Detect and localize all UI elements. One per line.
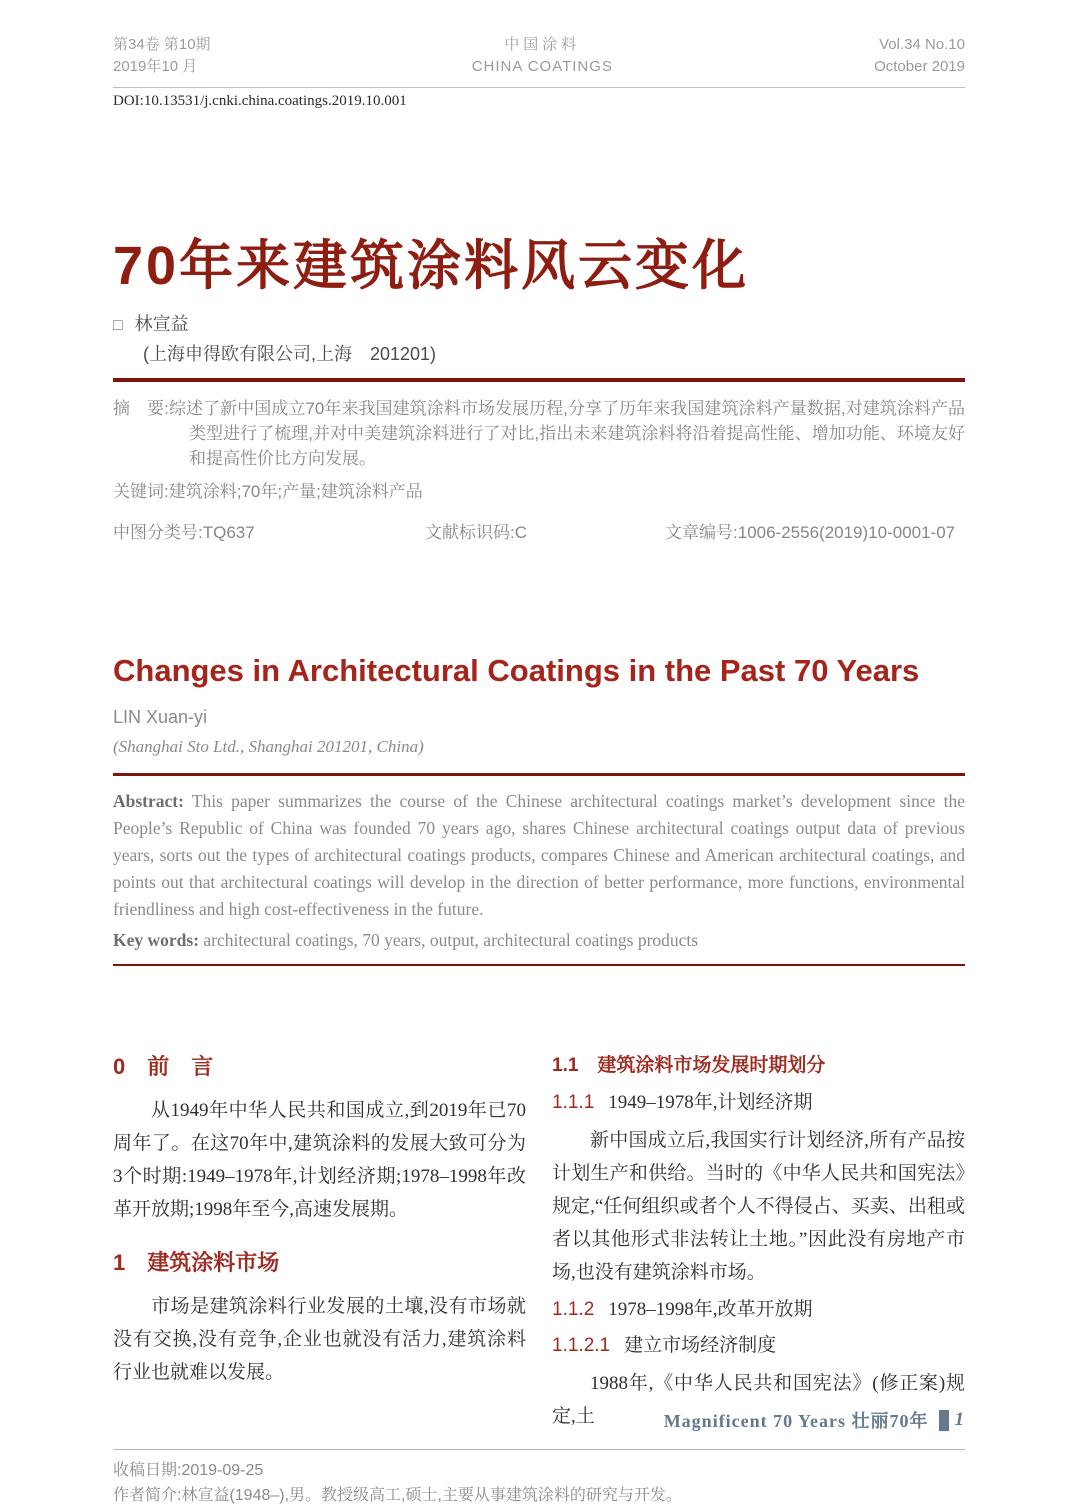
- paragraph-intro: 从1949年中华人民共和国成立,到2019年已70周年了。在这70年中,建筑涂料的发展大致可分为3个时期:1949–1978年,计划经济期;1978–1998年改革开放期;1998年至今,高速发展期。: [113, 1100, 526, 1220]
- article-id-value: 1006-2556(2019)10-0001-07: [737, 523, 956, 542]
- heading-text: 建立市场经济制度: [624, 1335, 777, 1356]
- footnote: [113, 1449, 965, 1508]
- article-id-label: 文章编号:: [665, 523, 738, 542]
- page-number-bar-icon: [939, 1410, 949, 1431]
- keywords-en: [113, 927, 965, 954]
- keywords-cn-text: 建筑涂料;70年;产量;建筑涂料产品: [168, 482, 423, 501]
- author-row: [113, 312, 965, 338]
- keywords-en-text: architectural coatings, 70 years, output, architectural coatings products: [199, 930, 699, 950]
- affiliation-en: (Shanghai Sto Ltd., Shanghai 201201, China): [113, 737, 424, 756]
- received-date: 收稿日期:2019-09-25: [113, 1462, 264, 1479]
- doi-line: DOI:10.13531/j.cnki.china.coatings.2019.10.001: [113, 93, 407, 109]
- doc-code: [425, 520, 665, 545]
- right-column: [552, 1052, 965, 1433]
- heading-text: 1978–1998年,改革开放期: [608, 1299, 813, 1320]
- classification-row: [113, 520, 965, 545]
- article-id: [665, 520, 965, 545]
- journal-header: [113, 34, 965, 78]
- abstract-cn-label: 摘 要:: [113, 399, 169, 418]
- paragraph-1-1-1: 新中国成立后,我国实行计划经济,所有产品按计划生产和供给。当时的《中华人民共和国宪法》规定,“任何组织或者个人不得侵占、买卖、出租或者以其他形式非法转让土地。”因此没有房地产市场,也没有建筑涂料市场。: [552, 1130, 965, 1283]
- clc-label: 中图分类号:: [113, 523, 203, 542]
- doc-code-value: C: [514, 523, 528, 542]
- page-number: 1: [954, 1409, 965, 1430]
- abstract-en: [113, 788, 965, 923]
- date-en: October 2019: [874, 58, 965, 75]
- paragraph-market: 市场是建筑涂料行业发展的土壤,没有市场就没有交换,没有竞争,企业也就没有活力,建筑涂料行业也就难以发展。: [113, 1296, 526, 1383]
- heading-number: 1.1.2.1: [552, 1335, 611, 1356]
- date-cn: 2019年10 月: [113, 58, 198, 75]
- keywords-cn: [113, 479, 965, 504]
- author-name-cn: 林宣益: [134, 314, 189, 334]
- page-footer: [664, 1407, 965, 1433]
- header-divider: [113, 87, 965, 88]
- subsection-heading-1-1-2: [552, 1295, 965, 1325]
- header-left: [113, 34, 211, 78]
- heading-number: 1.1.2: [552, 1299, 595, 1320]
- subsection-heading-1-1-1: [552, 1088, 965, 1118]
- heading-text: 1949–1978年,计划经济期: [608, 1092, 813, 1113]
- keywords-cn-label: 关键词:: [113, 482, 169, 501]
- volume-issue-en: Vol.34 No.10: [879, 36, 965, 53]
- body-columns: [113, 1052, 965, 1433]
- header-right: [874, 34, 965, 78]
- abstract-en-label: Abstract:: [113, 791, 184, 811]
- section-heading-market: 1 建筑涂料市场: [113, 1250, 280, 1275]
- abstract-cn: [113, 396, 965, 471]
- paragraph-1-1-2-1: 1988年,《中华人民共和国宪法》(修正案)规定,土: [552, 1373, 965, 1427]
- clc-number: [113, 520, 425, 545]
- article-title-en: Changes in Architectural Coatings in the Past 70 Years: [113, 653, 920, 688]
- author-bio: 作者简介:林宣益(1948–),男。教授级高工,硕士,主要从事建筑涂料的研究与开发。: [113, 1487, 682, 1504]
- clc-value: TQ637: [202, 523, 255, 542]
- heading-number: 1.1.1: [552, 1092, 595, 1113]
- article-title-cn: 70年来建筑涂料风云变化: [113, 236, 750, 296]
- red-divider-english-bottom: [113, 964, 965, 966]
- subsection-heading-1-1-2-1: [552, 1331, 965, 1361]
- author-name-en: LIN Xuan-yi: [113, 707, 208, 727]
- footer-slogan: Magnificent 70 Years 壮丽70年: [663, 1411, 929, 1431]
- red-divider-top: [113, 378, 965, 382]
- abstract-en-text: This paper summarizes the course of the Chinese architectural coatings market’s development since the People’s Republic of China was founded 70 years ago, shares Chinese architectural coatings output data of previous years, sorts out the types of architectural coatings products, compares Chinese and American architectural coatings, and points out that architectural coatings will develop in the direction of better performance, more functions, environmental friendliness and high cost-effectiveness in the future.: [113, 791, 965, 919]
- section-heading-intro: 0 前 言: [113, 1054, 214, 1079]
- subsection-heading-1-1: 1.1 建筑涂料市场发展时期划分: [552, 1055, 826, 1076]
- red-divider-english-top: [113, 773, 965, 776]
- doc-code-label: 文献标识码:: [425, 523, 515, 542]
- left-column: [113, 1052, 526, 1433]
- keywords-en-label: Key words:: [113, 930, 200, 950]
- volume-issue-cn: 第34卷 第10期: [113, 36, 211, 53]
- abstract-cn-text: 综述了新中国成立70年来我国建筑涂料市场发展历程,分享了历年来我国建筑涂料产量数据,对建筑涂料产品类型进行了梳理,并对中美建筑涂料进行了对比,指出未来建筑涂料将沿着提高性能、增加功能、环境友好和提高性价比方向发展。: [168, 399, 965, 468]
- journal-title-en: CHINA COATINGS: [471, 58, 613, 75]
- affiliation-cn: (上海申得欧有限公司,上海 201201): [143, 344, 437, 364]
- header-center: [472, 34, 613, 78]
- journal-title-cn: 中国涂料: [504, 36, 581, 53]
- author-square-icon: □: [113, 317, 123, 334]
